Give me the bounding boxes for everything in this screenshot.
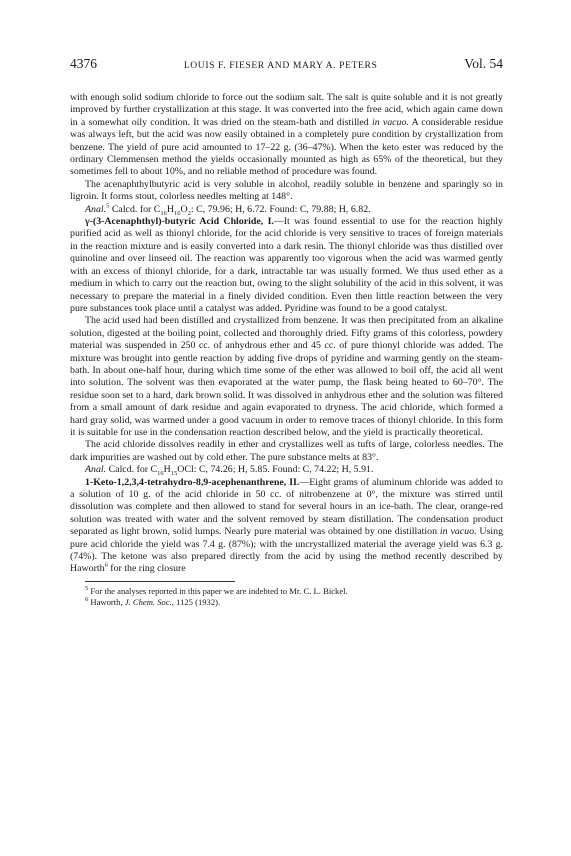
paragraph-continuation: with enough solid sodium chloride to force out the sodium salt. The salt is quite soluble and it is not greatly improved by further crystallization at this stage. It was converted into the free acid, which again came down in a somewhat oily condition. It was dried on the steam-bath and distilled in vacuo. A considerable residue was always left, but the acid was now easily obtained in a completely pure condition by crystallization from benzene. The yield of pure acid amounted to 17–22 g. (36–47%). When the keto ester was reduced by the ordinary Clemmensen method the yields occasionally mounted as high as 65% of the theoretical, but they sometimes fell to about 10%, and no reliable method of procedure was found. <box>70 92 503 178</box>
paragraph-crystallization: The acid chloride dissolves readily in ether and crystallizes well as tufts of large, colorless needles. The dark impurities are washed out by cold ether. The pure substance melts at 83°. <box>70 439 503 463</box>
section-heading: 1-Keto-1,2,3,4-tetrahydro-8,9-acephenanthrene, II. <box>85 476 300 488</box>
article-body <box>70 92 503 576</box>
footnote-5: $^5$ For the analyses reported in this paper we are indebted to Mr. C. L. Bickel. <box>85 584 348 596</box>
running-header <box>70 56 503 78</box>
running-title: LOUIS F. FIESER AND MARY A. PETERS <box>183 60 378 71</box>
analysis-line-chloride: Anal. Calcd. for $C_{16}H_{15}OCl$: C, 74.26; H, 5.85. Found: C, 74.22; H, 5.91. <box>85 464 374 478</box>
paragraph-procedure: The acid used had been distilled and crystallized from benzene. It was then precipitated from an alkaline solution, digested at the boiling point, collected and thoroughly dried. Fifty grams of this colorless, powdery material was suspended in 250 cc. of anhydrous ether and 45 cc. of pure thionyl chloride was added. The mixture was brought into gentle reaction by adding five drops of pyridine and warming gently on the steam-bath. In about one-half hour, during which time some of the ether was allowed to boil off, the acid all went into solution. The solvent was then evaporated at the water pump, the flask being heated to 60–70°. The residue soon set to a hard, dark brown solid. It was dissolved in anhydrous ether and the solution was filtered from a small amount of dark residue and again evaporated to dryness. The acid chloride, which formed a hard gray solid, was warmed under a good vacuum in order to remove traces of thionyl chloride. In this form it is suitable for use in the condensation reaction described below, and the yield is practically theoretical. <box>70 315 503 438</box>
analysis-line-acid: Anal.$^5$ Calcd. for $C_{16}H_{16}O_2$: C, 79.96; H, 6.72. Found: C, 79.88; H, 6.82. <box>85 202 371 217</box>
paragraph-properties: The acenaphthylbutyric acid is very soluble in alcohol, readily soluble in benzene and sparingly so in ligroin. It forms stout, colorless needles melting at 148°. <box>70 178 503 203</box>
page-number: 4376 <box>70 56 97 71</box>
footnote-6: $^6$ Haworth, J. Chem. Soc., 1125 (1932). <box>85 595 221 607</box>
footnote-rule <box>85 581 235 582</box>
section-heading: γ-(3-Acenaphthyl)-butyric Acid Chloride, I. <box>85 216 274 228</box>
section-acid-chloride: γ-(3-Acenaphthyl)-butyric Acid Chloride, I.—It was found essential to use for the reaction highly purified acid as well as thionyl chloride, for the acid chloride is very sensitive to traces of foreign materials in the reaction mixture and is easily converted into a dark resin. The thionyl chloride was thus distilled over quinoline and over linseed oil. The reaction was apparently too vigorous when the acid was warmed gently with an excess of thionyl chloride, for a dark, intractable tar was usually formed. We thus used ether as a medium in which to carry out the reaction but, owing to the slight solubility of the acid in this solvent, it was necessary to prepare the material in a finely divided condition. Even then little reaction between the very pure substances took place until a catalyst was added. Pyridine was found to be a good catalyst. <box>70 216 503 314</box>
section-keto: 1-Keto-1,2,3,4-tetrahydro-8,9-acephenanthrene, II.—Eight grams of aluminum chloride was added to a solution of 10 g. of the acid chloride in 50 cc. of nitrobenzene at 0°, the mixture was stirred until dissolution was complete and then allowed to stand for several hours in an ice-bath. The clear, orange-red solution was treated with water and the solvent removed by steam distillation. The condensation product separated as light brown, solid lumps. Nearly pure material was obtained by one distillation in vacuo. Using pure acid chloride the yield was 7.4 g. (87%); with the uncrystallized material the average yield was 6.3 g. (74%). The ketone was also prepared directly from the acid by using the method recently described by Haworth$^6$ for the ring closure <box>70 476 504 575</box>
volume-label: Vol. 54 <box>464 56 503 71</box>
footnotes <box>70 586 503 608</box>
